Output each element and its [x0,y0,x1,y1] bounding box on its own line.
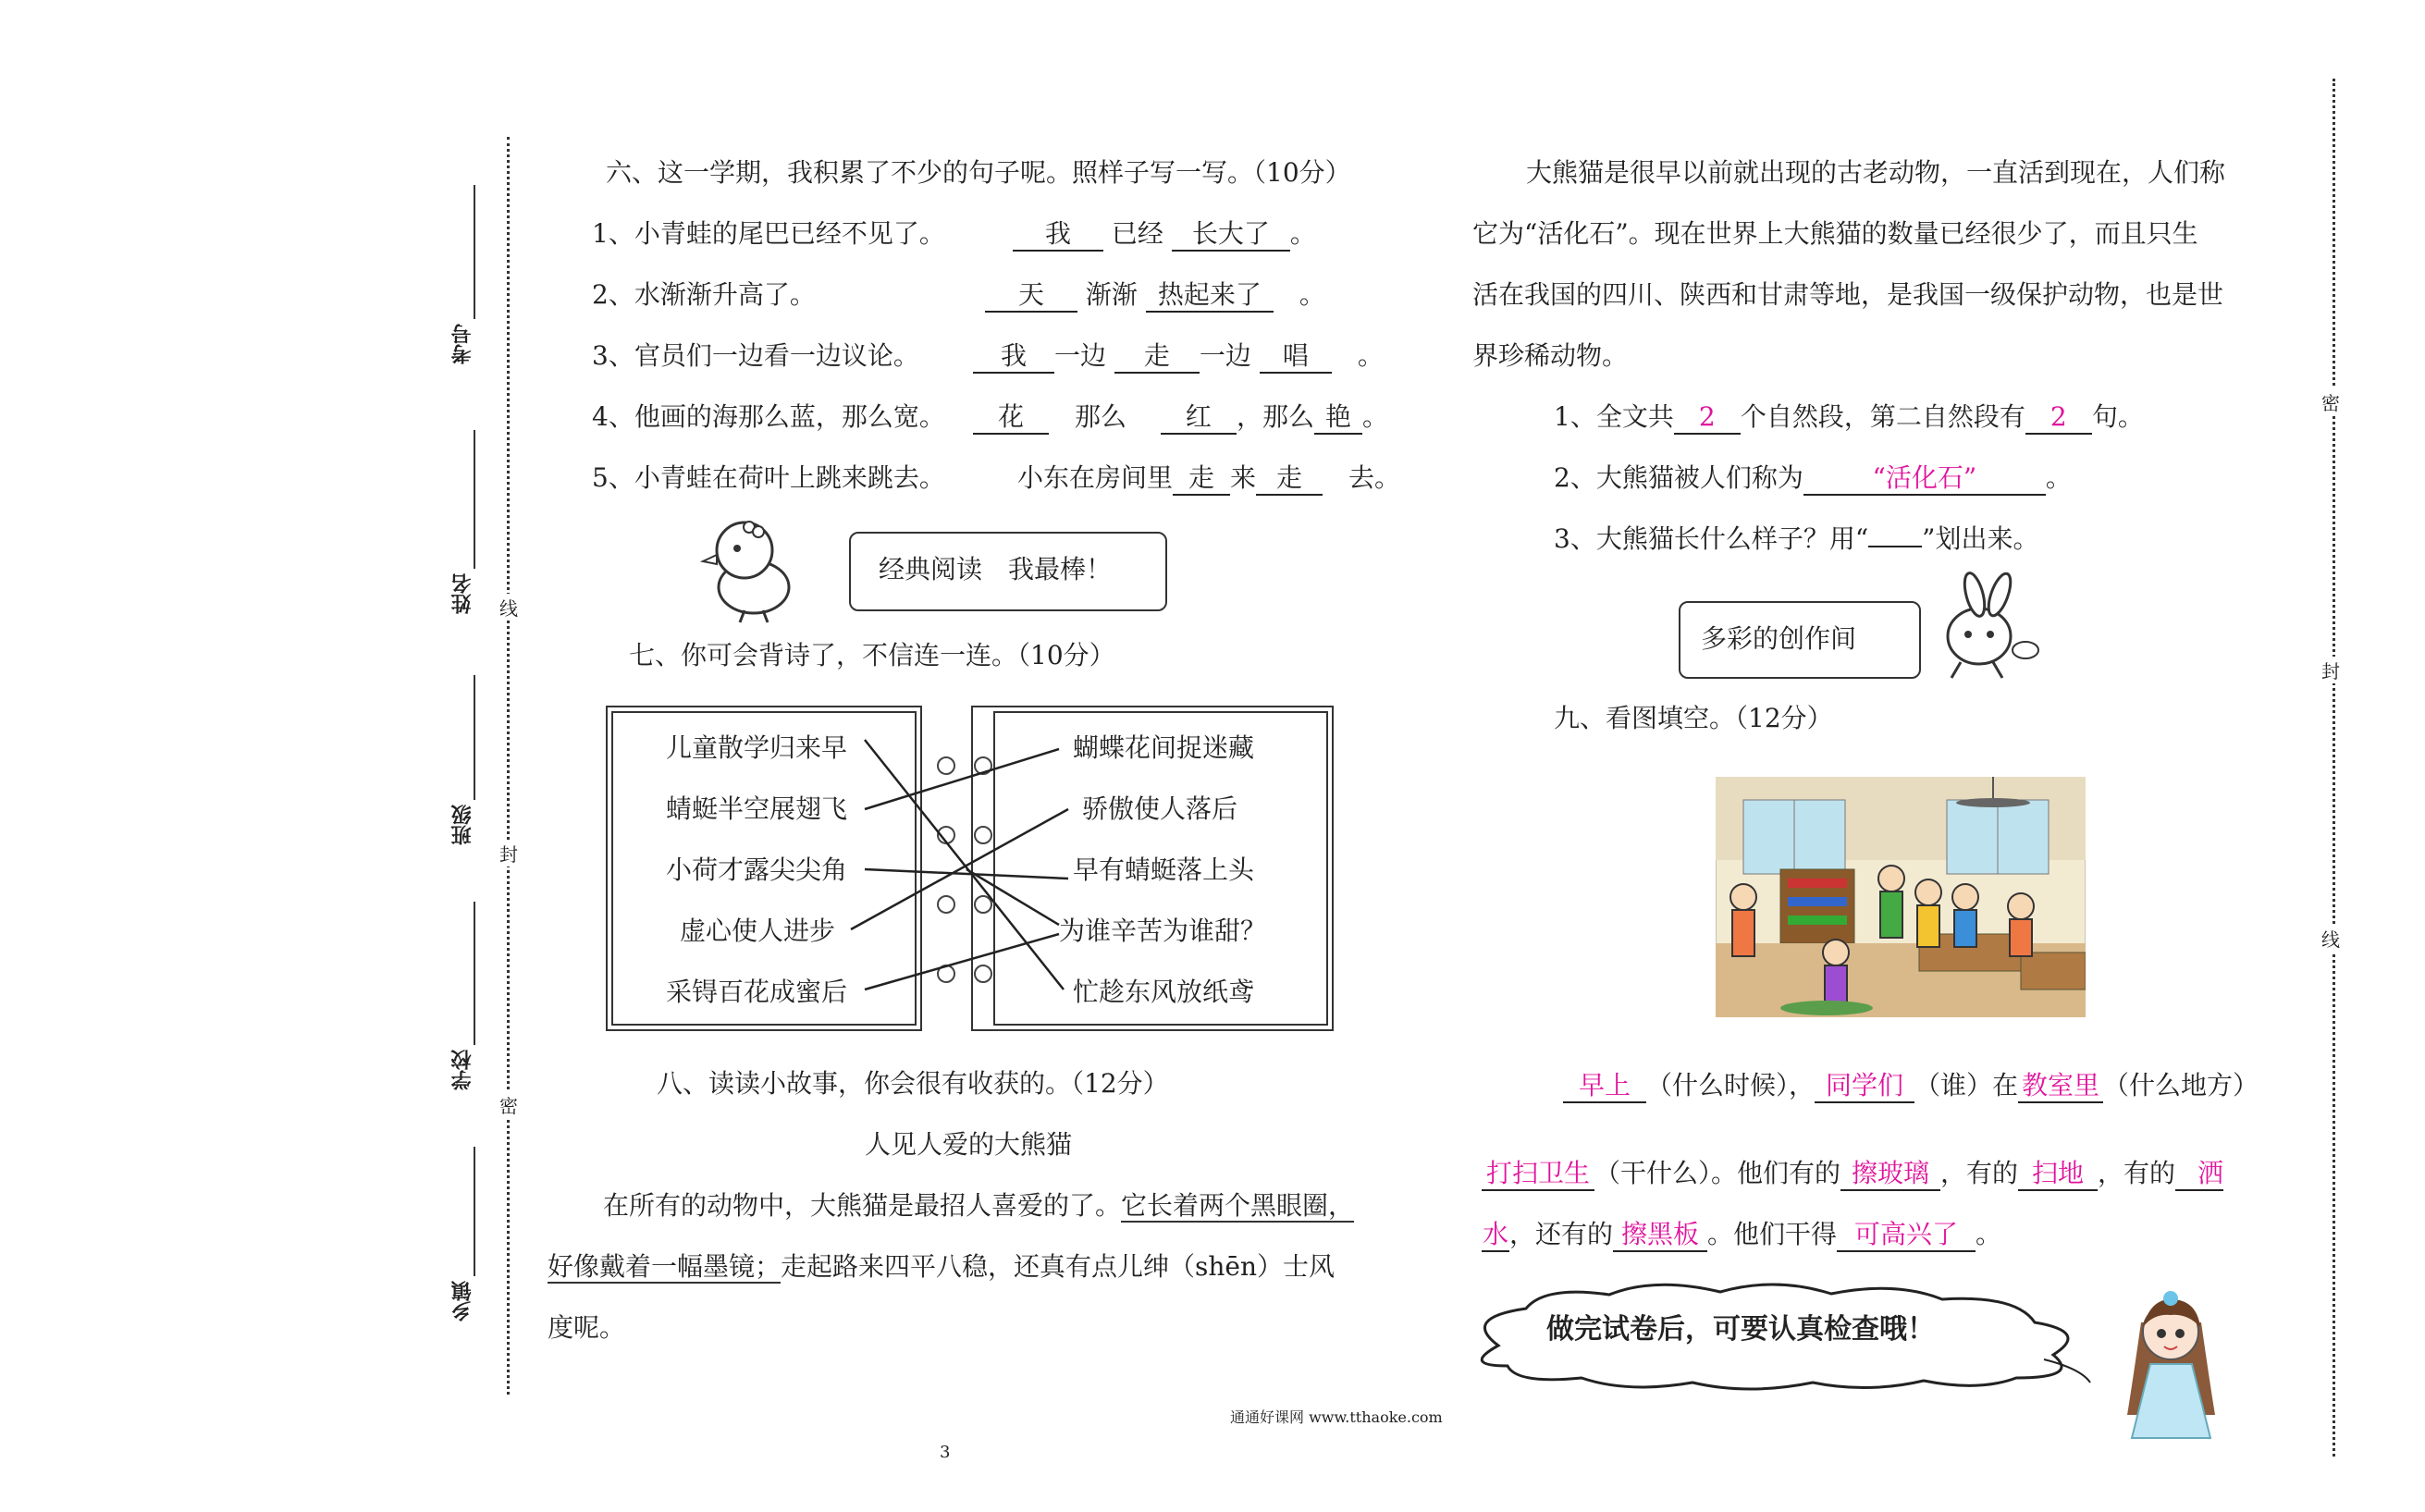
poem-left-5: 采锝百花成蜜后 [666,977,848,1007]
s9-line-1: 早上 （什么时候）， 同学们 （谁）在 教室里 （什么地方） [1563,1068,2259,1103]
cloud-text: 做完试卷后，可要认真检查哦！ [1546,1313,1935,1346]
story-p2-line1: 大熊猫是很早以前就出现的古老动物，一直活到现在，人们称 [1526,157,2226,188]
s6-item-2: 2、水渐渐升高了。 [592,279,816,310]
label-name: 姓名 [450,573,474,614]
section6-title: 六、这一学期，我积累了不少的句子呢。照样子写一写。（10分） [606,157,1351,188]
s6-answer-2: 天 渐渐 热起来了 。 [985,277,1325,313]
s6-item-3: 3、官员们一边看一边议论。 [592,340,919,371]
story-p2-line2: 它为“活化石”。现在世界上大熊猫的数量已经很少了，而且只生 [1472,218,2198,249]
story-p1-line3: 度呢。 [548,1312,626,1343]
poem-left-4: 虚心使人进步 [680,916,836,946]
poem-right-3: 早有蜻蜓落上头 [1073,854,1255,885]
banner1-text: 经典阅读 我最棒！ [879,554,1113,584]
story-title: 人见人爱的大熊猫 [865,1129,1073,1160]
cut-mark-seal: 封 [499,840,518,867]
s6-answer-4: 花 那么 红 ，那么 艳 。 [973,400,1388,435]
s9-line-2: 打扫卫生 （干什么）。他们有的 擦玻璃 ，有的 扫地 ，有的 洒 [1482,1156,2223,1191]
page-number: 3 [940,1443,951,1462]
poem-left-3: 小荷才露尖尖角 [666,854,848,885]
poem-right-2: 骄傲使人落后 [1082,793,1238,824]
poem-right-1: 蝴蝶花间捉迷藏 [1073,732,1255,763]
right-mark-line: 线 [2321,925,2340,952]
footer-site: 通通好课网 www.tthaoke.com [1230,1408,1443,1426]
right-mark-secret: 密 [2321,388,2340,415]
rabbit-illustration [1924,572,2044,682]
label-school: 学校 [450,1050,474,1090]
section8-title: 八、读读小故事，你会很有收获的。（12分） [657,1068,1169,1099]
s8-question-3: 3、大熊猫长什么样子？用“ ”划出来。 [1554,523,2039,554]
poem-right-5: 忙趁东风放纸鸢 [1073,977,1255,1007]
cut-mark-secret: 密 [499,1091,518,1118]
banner2-text: 多彩的创作间 [1701,623,1857,654]
s6-answer-3: 我 一边 走 一边 唱 。 [973,338,1384,374]
story-p1-line1: 在所有的动物中，大熊猫是最招人喜爱的了。它长着两个黑眼圈， [603,1190,1355,1221]
classroom-picture [1716,777,2086,1017]
s6-item-1: 1、小青蛙的尾巴已经不见了。 [592,218,945,249]
s8-question-2: 2、大熊猫被人们称为 “活化石” 。 [1554,461,2072,496]
s8-question-1: 1、全文共 2 个自然段，第二自然段有 2 句。 [1554,400,2144,435]
poem-right-4: 为谁辛苦为谁甜？ [1059,916,1267,946]
label-class: 班级 [450,805,474,845]
story-p2-line4: 界珍稀动物。 [1472,340,1629,371]
banner-creative-corner [1679,601,1921,679]
section9-title: 九、看图填空。（12分） [1554,703,1833,733]
poem-left-2: 蜻蜓半空展翅飞 [666,793,848,824]
s6-item-4: 4、他画的海那么蓝，那么宽。 [592,401,945,432]
s6-answer-1: 我 已经 长大了 。 [1013,216,1316,252]
s6-answer-5: 小东在房间里 走 来 走 去。 [1017,461,1400,496]
right-mark-seal: 封 [2321,657,2340,683]
poem-left-1: 儿童散学归来早 [666,732,848,763]
girl-illustration [2113,1285,2229,1443]
s9-line-3: 水，还有的 擦黑板 。他们干得 可高兴了 。 [1482,1217,2001,1252]
story-p2-line3: 活在我国的四川、陕西和甘肃等地，是我国一级保护动物，也是世 [1472,279,2224,310]
section7-title: 七、你可会背诗了，不信连一连。（10分） [629,640,1115,670]
s6-item-5: 5、小青蛙在荷叶上跳来跳去。 [592,462,945,493]
label-exam-number: 考号 [450,324,474,364]
story-p1-line2: 好像戴着一幅墨镜；走起路来四平八稳，还真有点儿绅（shēn）士风 [548,1251,1336,1282]
label-township: 乡镇 [450,1281,474,1321]
cut-mark-line: 线 [499,594,518,621]
